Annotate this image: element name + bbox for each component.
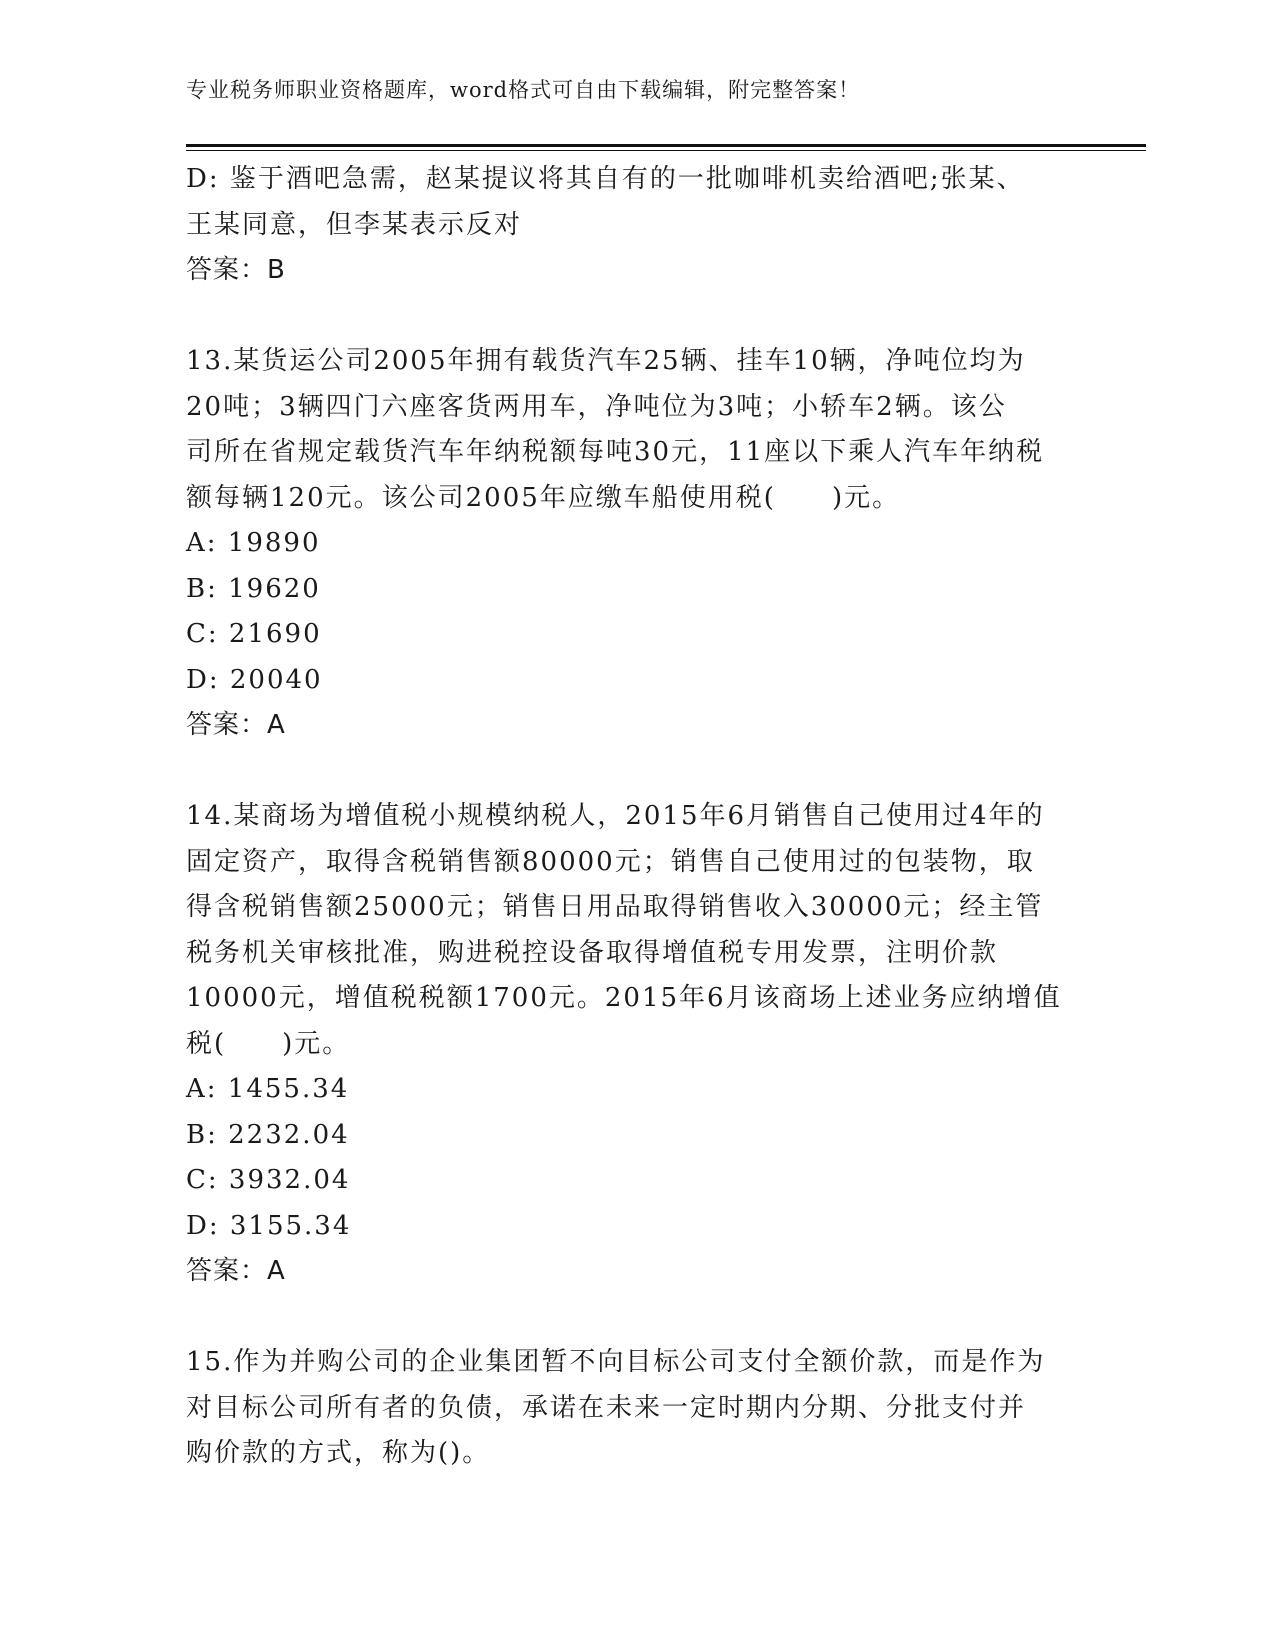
option-b: B: 2232.04 — [186, 1119, 350, 1150]
option-d: D: 3155.34 — [186, 1210, 352, 1241]
header-rule-thick — [186, 144, 1146, 147]
answer-line: 答案：B — [186, 255, 286, 285]
answer-line: 答案：A — [186, 1256, 286, 1286]
question-14 — [186, 794, 1086, 1295]
document-body — [186, 157, 1086, 1477]
question-stem-line: 14.某商场为增值税小规模纳税人，2015年6月销售自己使用过4年的 — [186, 801, 1045, 831]
question-15 — [186, 1340, 1086, 1477]
question-stem-line: 20吨；3辆四门六座客货两用车，净吨位为3吨；小轿车2辆。该公 — [186, 391, 1007, 422]
question-13 — [186, 339, 1086, 749]
option-b: B: 19620 — [186, 573, 321, 604]
question-stem-line: 得含税销售额25000元；销售日用品取得销售收入30000元；经主管 — [186, 892, 1044, 922]
option-a: A: 19890 — [186, 528, 321, 558]
spacer — [186, 749, 1086, 795]
question-stem-line: 司所在省规定载货汽车年纳税额每吨30元，11座以下乘人汽车年纳税 — [186, 437, 1045, 467]
option-d-line: 王某同意，但李某表示反对 — [186, 209, 523, 240]
question-stem-line: 13.某货运公司2005年拥有载货汽车25辆、挂车10辆，净吨位均为 — [186, 346, 1026, 376]
question-stem-line: 税( )元。 — [186, 1028, 351, 1059]
option-c: C: 21690 — [186, 619, 322, 649]
header-rule-thin — [186, 150, 1146, 151]
question-stem-line: 10000元，增值税税额1700元。2015年6月该商场上述业务应纳增值 — [186, 983, 1062, 1013]
question-stem-line: 固定资产，取得含税销售额80000元；销售自己使用过的包装物，取 — [186, 846, 1035, 877]
prev-question-tail — [186, 157, 1086, 294]
question-stem-line: 额每辆120元。该公司2005年应缴车船使用税( )元。 — [186, 482, 901, 513]
question-stem-line: 税务机关审核批准，购进税控设备取得增值税专用发票，注明价款 — [186, 937, 999, 968]
question-stem-line: 对目标公司所有者的负债，承诺在未来一定时期内分期、分批支付并 — [186, 1392, 1027, 1423]
option-d: D: 20040 — [186, 664, 323, 695]
page-header: 专业税务师职业资格题库，word格式可自由下载编辑，附完整答案！ — [186, 78, 861, 102]
option-a: A: 1455.34 — [186, 1074, 350, 1104]
question-stem-line: 购价款的方式，称为()。 — [186, 1438, 491, 1468]
option-d-line: D: 鉴于酒吧急需，赵某提议将其自有的一批咖啡机卖给酒吧;张某、 — [186, 164, 1025, 194]
option-c: C: 3932.04 — [186, 1165, 351, 1195]
spacer — [186, 1295, 1086, 1341]
spacer — [186, 294, 1086, 340]
question-stem-line: 15.作为并购公司的企业集团暂不向目标公司支付全额价款，而是作为 — [186, 1347, 1046, 1377]
answer-line: 答案：A — [186, 710, 286, 740]
